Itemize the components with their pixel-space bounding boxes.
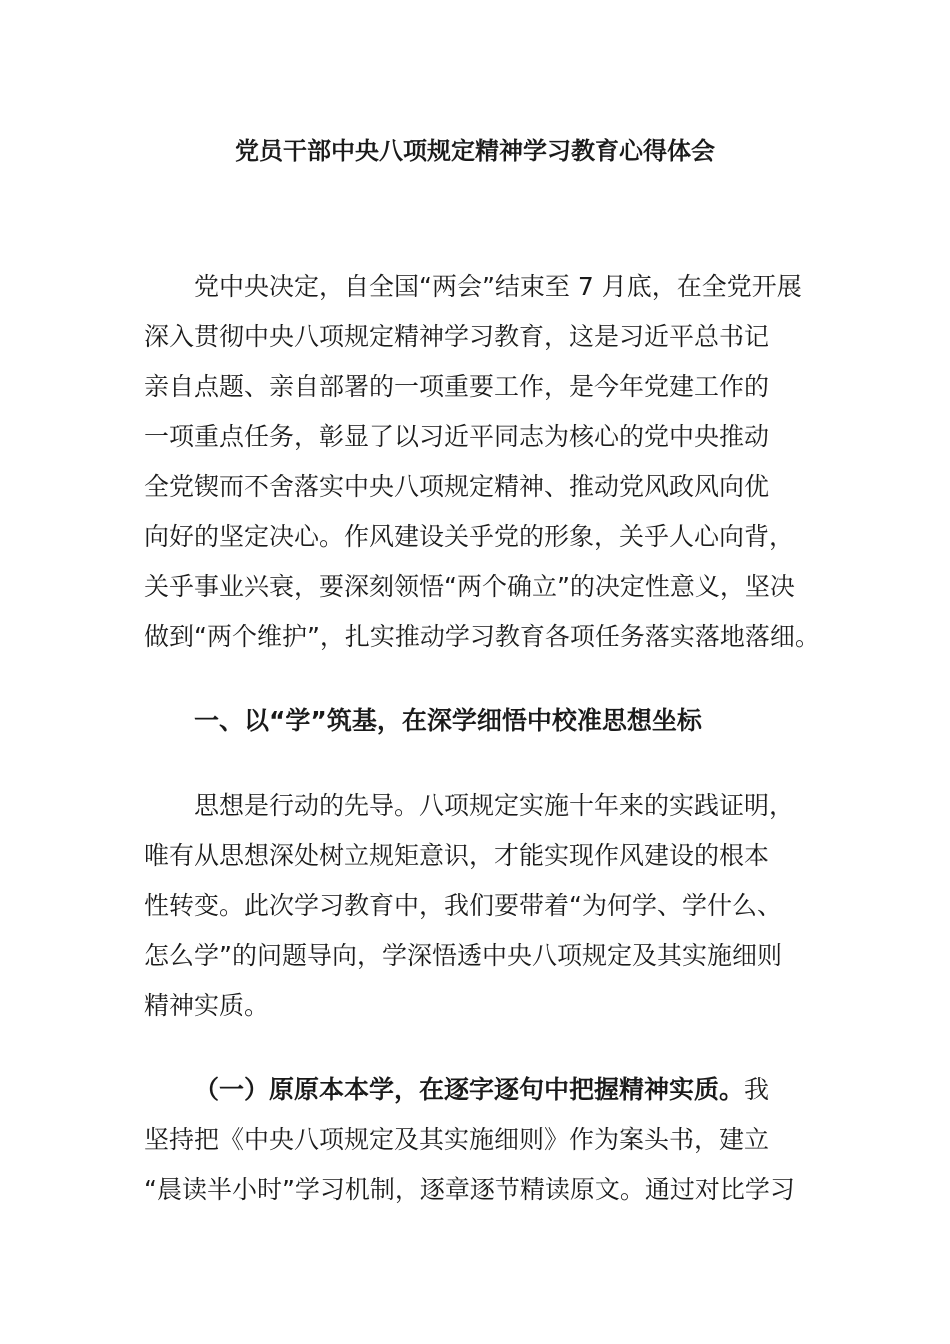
intro-paragraph [144, 262, 824, 662]
section1-paragraph [144, 781, 824, 1031]
paragraph-line: 性转变。此次学习教育中，我们要带着“为何学、学什么、 [144, 891, 782, 920]
paragraph-line: 唯有从思想深处树立规矩意识，才能实现作风建设的根本 [144, 841, 770, 870]
paragraph-line: 深入贯彻中央八项规定精神学习教育，这是习近平总书记 [144, 322, 770, 351]
subsection1-paragraph [144, 1065, 824, 1215]
paragraph-line: 思想是行动的先导。八项规定实施十年来的实践证明， [194, 791, 795, 820]
paragraph-line: 一项重点任务，彰显了以习近平同志为核心的党中央推动 [144, 422, 770, 451]
subsection-heading: （一）原原本本学，在逐字逐句中把握精神实质。 [194, 1075, 745, 1104]
paragraph-line: 全党锲而不舍落实中央八项规定精神、推动党风政风向优 [144, 472, 770, 501]
subsection-tail: 我 [744, 1075, 770, 1104]
paragraph-line: 怎么学”的问题导向，学深悟透中央八项规定及其实施细则 [144, 941, 782, 970]
paragraph-line: “晨读半小时”学习机制，逐章逐节精读原文。通过对比学习 [144, 1175, 795, 1204]
subsection-first-line [144, 1065, 824, 1115]
paragraph-line: 坚持把《中央八项规定及其实施细则》作为案头书，建立 [144, 1125, 770, 1154]
paragraph-line: 党中央决定，自全国“两会”结束至 7 月底，在全党开展 [194, 272, 802, 301]
section-heading: 一、以“学”筑基，在深学细悟中校准思想坐标 [194, 706, 702, 735]
section-heading-1 [144, 696, 824, 746]
document-title: 党员干部中央八项规定精神学习教育心得体会 [235, 137, 715, 165]
paragraph-line: 做到“两个维护”，扎实推动学习教育各项任务落实落地落细。 [144, 622, 820, 651]
paragraph-line: 精神实质。 [144, 991, 270, 1020]
paragraph-line: 亲自点题、亲自部署的一项重要工作，是今年党建工作的 [144, 372, 770, 401]
paragraph-line: 关乎事业兴衰，要深刻领悟“两个确立”的决定性意义，坚决 [144, 572, 795, 601]
paragraph-line: 向好的坚定决心。作风建设关乎党的形象，关乎人心向背， [144, 522, 795, 551]
